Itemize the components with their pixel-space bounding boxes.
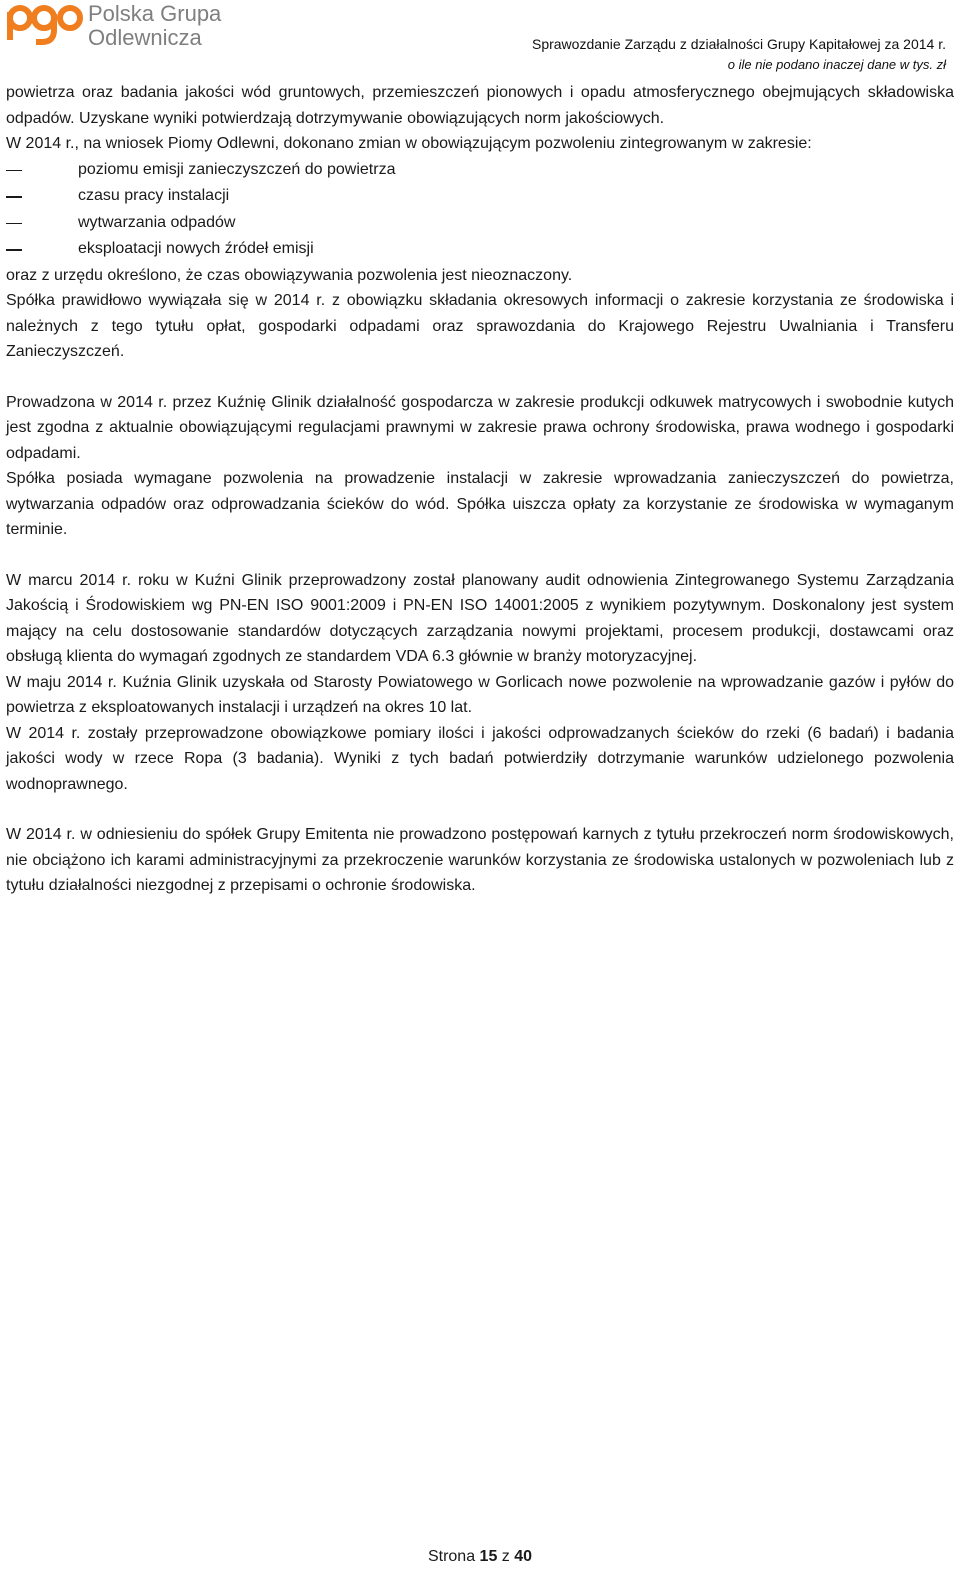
paragraph-10: W 2014 r. w odniesieniu do spółek Grupy Emitenta nie prowadzono postępowań karnych z tytułu przekroczeń norm środowiskowych, nie obciążono ich karami administracyjnymi za przekroczenie warunków korzystania ze środowiska ustalonych w pozwoleniach lub z tytułu działalności niezgodnej z przepisami o ochronie środowiska. [6,826,954,894]
dash-bullet-icon [6,170,22,172]
paragraph-3: oraz z urzędu określono, że czas obowiązywania pozwolenia jest nieoznaczony. [6,266,573,284]
brand-name [88,2,221,50]
list-item-text: czasu pracy instalacji [78,187,230,204]
page-label: Strona [427,1548,476,1565]
list-item [6,157,954,184]
paragraph-5: Prowadzona w 2014 r. przez Kuźnię Glinik działalność gospodarcza w zakresie produkcji odkuwek matrycowych i swobodnie kutych jest zgodna z aktualnie obowiązującymi regulacjami prawnymi w zakresie prawa ochrony środowiska, prawa wodnego i gospodarki odpadami. [6,393,954,462]
dash-bullet-icon [6,196,22,198]
list-item [6,183,954,210]
page-separator: z [501,1548,510,1565]
dash-bullet-icon [6,249,22,251]
document-body [6,80,954,899]
report-note: o ile nie podano inaczej dane w tys. zł [727,57,946,72]
brand-line-2: Odlewnicza [88,25,202,50]
list-item [6,210,954,237]
page-footer [0,1548,960,1566]
brand-line-1: Polska Grupa [88,1,222,26]
paragraph-7: W marcu 2014 r. roku w Kuźni Glinik przeprowadzony został planowany audit odnowienia Zintegrowanego Systemu Zarządzania Jakością i Środowiskiem wg PN-EN ISO 9001:2009 i PN-EN ISO 14001:2005 z wynikiem pozytywnym. Doskonalony jest system mający na celu dostosowanie standardów dotyczących zarządzania nowymi projektami, procesem produkcji, dostawcami oraz obsługą klienta do wymagań zgodnych ze standardem VDA 6.3 głównie w branży motoryzacyjnej. [6,571,954,665]
current-page-number: 15 [479,1548,498,1565]
page-header [0,0,960,80]
list-item-text: wytwarzania odpadów [78,213,236,231]
dash-list [6,157,954,263]
total-pages-number: 40 [514,1548,533,1565]
spacer [6,797,954,822]
paragraph-9: W 2014 r. zostały przeprowadzone obowiązkowe pomiary ilości i jakości odprowadzanych ścieków do rzeki (6 badań) i badania jakości wody w rzece Ropa (3 badania). Wyniki z tych badań potwierdziły dotrzymanie warunków udzielonego pozwolenia wodnoprawnego. [6,724,954,793]
report-title: Sprawozdanie Zarządu z działalności Grupy Kapitałowej za 2014 r. [531,36,946,52]
list-item-text: eksploatacji nowych źródeł emisji [78,240,314,257]
company-logo [6,0,246,56]
paragraph-2: W 2014 r., na wniosek Piomy Odlewni, dokonano zmian w obowiązującym pozwoleniu zintegrowanym w zakresie: [6,135,812,152]
paragraph-6: Spółka posiada wymagane pozwolenia na prowadzenie instalacji w zakresie wprowadzania zanieczyszczeń do powietrza, wytwarzania odpadów oraz odprowadzania ścieków do wód. Spółka uiszcza opłaty za korzystanie ze środowiska w wymaganym terminie. [6,470,954,538]
list-item [6,236,954,263]
paragraph-8: W maju 2014 r. Kuźnia Glinik uzyskała od Starosty Powiatowego w Gorlicach nowe pozwolenie na wprowadzanie gazów i pyłów do powietrza z eksploatowanych instalacji i urządzeń na okres 10 lat. [6,673,954,716]
spacer [6,365,954,390]
dash-bullet-icon [6,223,22,225]
paragraph-4: Spółka prawidłowo wywiązała się w 2014 r. z obowiązku składania okresowych informacji o zakresie korzystania ze środowiska i należnych z tego tytułu opłat, gospodarki odpadami oraz sprawozdania do Krajowego Rejestru Uwalniania i Transferu Zanieczyszczeń. [6,292,954,360]
paragraph-1: powietrza oraz badania jakości wód gruntowych, przemieszczeń pionowych i opadu atmosferycznego obejmujących składowiska odpadów. Uzyskane wyniki potwierdzają dotrzymywanie obowiązujących norm jakościowych. [6,84,954,127]
list-item-text: poziomu emisji zanieczyszczeń do powietrza [78,160,396,178]
pgo-logo-mark [6,0,86,52]
spacer [6,543,954,568]
